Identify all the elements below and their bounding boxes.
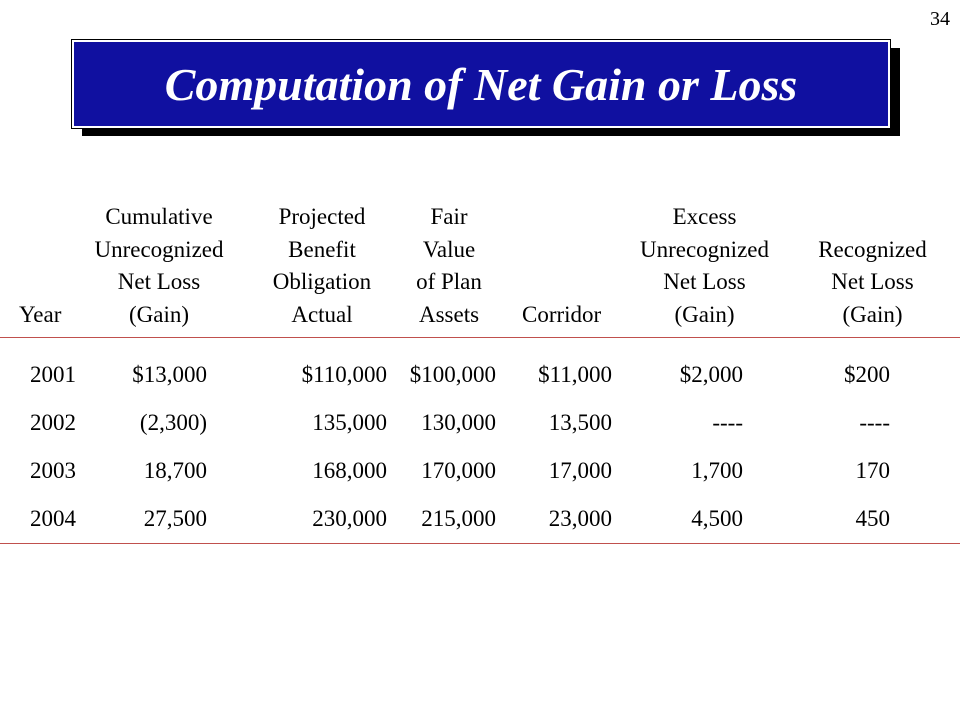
cell-cumulative: $13,000 [132,362,207,387]
cell-corridor: $11,000 [538,362,612,387]
cell-recognized: ---- [859,410,890,435]
cell-pbo: 230,000 [312,506,387,531]
header-line: (Gain) [128,301,190,327]
header-line: Fair [430,204,468,229]
cell-recognized: $200 [844,362,890,387]
header-line: (Gain) [674,301,735,327]
cell-year: 2002 [30,410,76,435]
header-line: Year [19,302,62,327]
header-line: Recognized [818,236,927,262]
header-line: of Plan [416,269,482,295]
page-number: 34 [930,8,950,30]
header-line: Corridor [522,302,602,327]
header-recognized-net-loss [800,234,945,332]
header-line: Projected [278,204,366,229]
header-rule [0,337,960,338]
title-banner [72,40,890,128]
header-year [19,299,61,332]
cell-fvpa: $100,000 [409,362,496,387]
header-corridor [522,299,601,332]
header-line: Assets [418,301,480,327]
header-line: Cumulative [105,204,213,229]
header-line: Net Loss [117,269,201,295]
cell-cumulative: 18,700 [143,458,207,483]
cell-year: 2003 [30,458,76,483]
cell-corridor: 17,000 [548,458,612,483]
header-line: Net Loss [831,269,914,295]
cell-excess: 4,500 [691,506,743,531]
header-line: Unrecognized [94,236,224,262]
cell-pbo: 168,000 [312,458,387,483]
cell-pbo: 135,000 [312,410,387,435]
cell-excess: $2,000 [679,362,743,387]
header-line: Benefit [288,236,356,262]
cell-corridor: 23,000 [548,506,612,531]
header-cumulative-unrecognized [79,201,239,331]
header-line: Value [422,236,476,262]
header-line: Obligation [272,269,372,295]
cell-recognized: 170 [855,458,890,483]
cell-corridor: 13,500 [548,410,612,435]
header-line: (Gain) [842,301,903,327]
cell-pbo: $110,000 [301,362,387,387]
header-projected-benefit-obligation [252,201,392,331]
cell-cumulative: 27,500 [143,506,207,531]
cell-year: 2004 [30,506,76,531]
cell-excess: ---- [712,410,743,435]
header-line: Net Loss [663,269,746,295]
header-line: Unrecognized [640,236,769,262]
footer-rule [0,543,960,544]
cell-excess: 1,700 [691,458,743,483]
cell-year: 2001 [30,362,76,387]
header-fair-value-plan-assets [394,201,504,331]
page-title: Computation of Net Gain or Loss [164,58,798,110]
header-excess-unrecognized [622,201,787,331]
cell-cumulative: (2,300) [139,410,207,435]
cell-fvpa: 130,000 [421,410,496,435]
cell-fvpa: 170,000 [421,458,496,483]
header-line: Actual [291,301,353,327]
cell-recognized: 450 [855,506,890,531]
header-line: Excess [672,204,737,229]
cell-fvpa: 215,000 [421,506,496,531]
